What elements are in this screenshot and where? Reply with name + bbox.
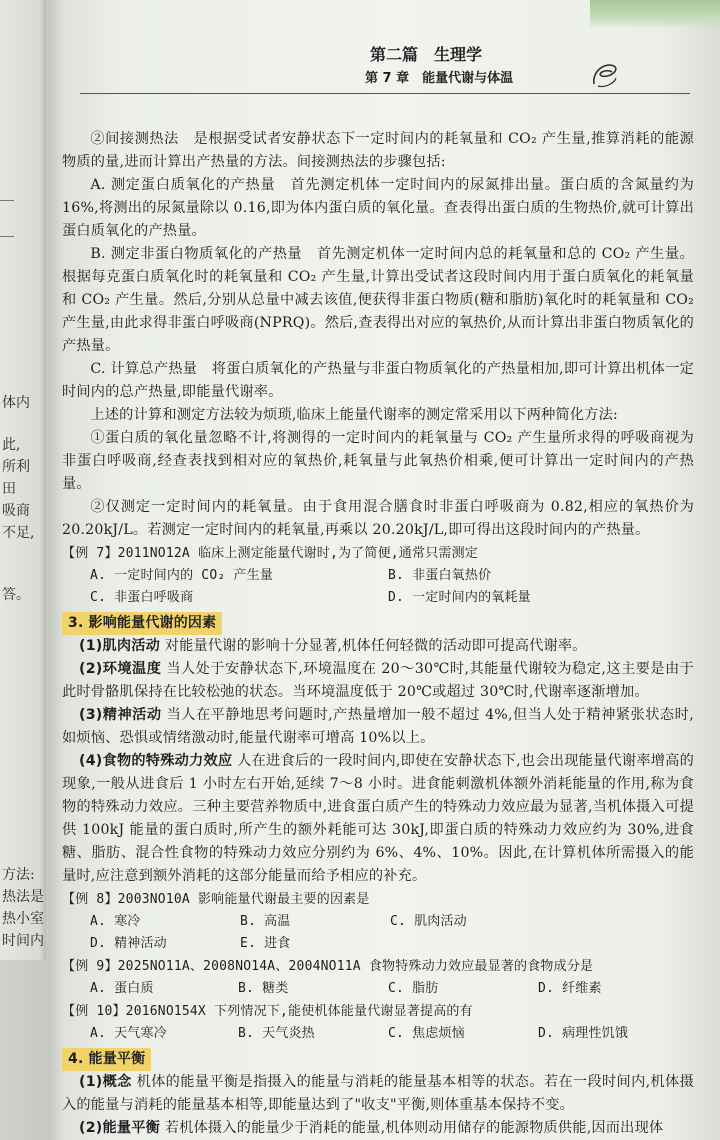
option: A. 寒冷 [90, 914, 141, 929]
part-title: 第二篇 生理学 [370, 45, 483, 64]
chapter-title: 第 7 章 能量代谢与体温 [365, 71, 514, 86]
option: C. 肌肉活动 [390, 914, 467, 929]
option: E. 进食 [240, 936, 291, 951]
option: A. 蛋白质 [90, 981, 154, 996]
left-page-fragment: 吸商 [2, 503, 30, 519]
factor-title: (1)肌肉活动 [79, 638, 161, 654]
paragraph: C. 计算总产热量 将蛋白质氧化的产热量与非蛋白物质氧化的产热量相加,即可计算出机体一定时间内的总产热量,即能量代谢率。 [62, 361, 694, 400]
subsection-text: 机体的能量平衡是指摄入的能量与消耗的能量基本相等的状态。若在一段时间内,机体摄入的能量与消耗的能量基本相等,即能量达到了"收支"平衡,则体重基本保持不变。 [62, 1074, 694, 1113]
left-page-fragment: 田 [2, 481, 16, 497]
section-heading: 4. 能量平衡 [62, 1048, 151, 1071]
example-label: 【例 8】2003NO10A [62, 892, 190, 907]
left-page-edge [0, 0, 46, 960]
factor-title: (3)精神活动 [79, 707, 162, 723]
factor-title: (4)食物的特殊动力效应 [79, 753, 233, 769]
background-plant [590, 0, 720, 28]
option: D. 精神活动 [90, 936, 167, 951]
paragraph: ①蛋白质的氧化量忽略不计,将测得的一定时间内的耗氧量与 CO₂ 产生量所求得的呼吸商视为非蛋白呼吸商,经查表找到相对应的氧热价,耗氧量与此氧热价相乘,便可计算出一定时间内的产热量。 [62, 430, 694, 492]
section-heading: 3. 影响能量代谢的因素 [62, 612, 222, 635]
option: B. 高温 [240, 914, 291, 929]
example-stem: 影响能量代谢最主要的因素是 [197, 892, 370, 907]
subsection-title: (2)能量平衡 [79, 1120, 161, 1136]
example-label: 【例 7】2011NO12A [62, 546, 190, 561]
left-page-fragment: 热小室 [2, 911, 44, 927]
paragraph: B. 测定非蛋白物质氧化的产热量 首先测定机体一定时间内总的耗氧量和总的 CO₂ 产生量。根据每克蛋白质氧化时的耗氧量和 CO₂ 产生量,计算出受试者这段时间内用于蛋白质氧化的耗氧量和 CO₂ 产生量。然后,分别从总量中减去该值,便获得非蛋白物质(糖和脂肪)氧化时的耗氧量和 CO₂ 产生量,由此求得非蛋白呼吸商(NPRQ)。然后,查表得出对应的氧热价,从而计算出非蛋白物质氧化的产热量。 [62, 246, 694, 354]
example-stem: 下列情况下,能使机体能量代谢显著提高的有 [213, 1004, 473, 1019]
factor-text: 当人在平静地思考问题时,产热量增加一般不超过 4%,但当人处于精神紧张状态时,如烦恼、恐惧或情绪激动时,能量代谢率可增高 10%以上。 [62, 707, 694, 746]
publisher-logo-icon [588, 58, 622, 92]
factor-text: 对能量代谢的影响十分显著,机体任何轻微的活动即可提高代谢率。 [164, 638, 587, 654]
option: B. 天气炎热 [238, 1026, 315, 1041]
paragraph: ②间接测热法 是根据受试者安静状态下一定时间内的耗氧量和 CO₂ 产生量,推算消耗的能源物质的量,进而计算出产热量的方法。间接测热法的步骤包括: [62, 131, 694, 170]
page-content [62, 128, 694, 1140]
option: C. 非蛋白呼吸商 [90, 590, 194, 605]
example-options [62, 565, 694, 609]
example-options [62, 978, 694, 1000]
factor-title: (2)环境温度 [79, 661, 162, 677]
paragraph [62, 704, 694, 750]
paragraph [62, 1117, 694, 1140]
paragraph: ②仅测定一定时间内的耗氧量。由于食用混合膳食时非蛋白呼吸商为 0.82,相应的氧热价为 20.20kJ/L。若测定一定时间内的耗氧量,再乘以 20.20kJ/L,即可得出这段时间内的产热量。 [62, 499, 694, 538]
left-page-fragment: 方法: [2, 867, 35, 883]
example-options [62, 1023, 694, 1045]
example-8 [62, 888, 694, 955]
option: A. 一定时间内的 CO₂ 产生量 [90, 568, 274, 583]
option: B. 糖类 [238, 981, 289, 996]
paragraph: 上述的计算和测定方法较为烦琐,临床上能量代谢率的测定常采用以下两种简化方法: [90, 407, 619, 423]
subsection-title: (1)概念 [79, 1074, 132, 1090]
example-stem: 临床上测定能量代谢时,为了简便,通常只需测定 [197, 546, 478, 561]
option: A. 天气寒冷 [90, 1026, 167, 1041]
paragraph [62, 750, 694, 888]
left-page-fragment: 时间内 [2, 933, 44, 949]
left-page-fragment: 答。 [2, 587, 30, 603]
example-9 [62, 955, 694, 1000]
example-7 [62, 542, 694, 609]
paragraph [62, 635, 694, 658]
paragraph [62, 1071, 694, 1117]
option: C. 脂肪 [388, 981, 439, 996]
left-page-fragment: 体内 [2, 395, 30, 411]
option: C. 焦虑烦恼 [388, 1026, 465, 1041]
left-page-fragment: 所利 [2, 459, 30, 475]
factor-text: 当人处于安静状态下,环境温度在 20～30℃时,其能量代谢较为稳定,这主要是由于此时骨骼肌保持在比较松弛的状态。当环境温度低于 20℃或超过 30℃时,代谢率逐渐增加。 [62, 661, 694, 700]
header-divider [80, 93, 690, 94]
left-page-fragment: 热法是 [2, 889, 44, 905]
left-page-fragment: 不足, [2, 525, 35, 541]
example-stem: 食物特殊动力效应最显著的食物成分是 [368, 959, 594, 974]
example-10 [62, 1000, 694, 1045]
paragraph: A. 测定蛋白质氧化的产热量 首先测定机体一定时间内的尿氮排出量。蛋白质的含氮量约为 16%,将测出的尿氮量除以 0.16,即为体内蛋白质的氧化量。查表得出蛋白质的生物热价,就可计算出蛋白质氧化的产热量。 [62, 177, 694, 239]
example-options [62, 911, 694, 955]
page-header [315, 42, 575, 86]
left-page-fragment: 此, [2, 437, 21, 453]
option: D. 一定时间内的氧耗量 [388, 590, 531, 605]
option: D. 病理性饥饿 [538, 1026, 629, 1041]
left-page-line [0, 200, 14, 201]
example-label: 【例 9】2025NO11A、2008NO14A、2004NO11A [62, 959, 361, 974]
left-page-line [0, 236, 14, 237]
option: D. 纤维素 [538, 981, 602, 996]
example-label: 【例 10】2016NO154X [62, 1004, 206, 1019]
paragraph [62, 658, 694, 704]
option: B. 非蛋白氧热价 [388, 568, 492, 583]
factor-text: 人在进食后的一段时间内,即使在安静状态下,也会出现能量代谢率增高的现象,一般从进食后 1 小时左右开始,延续 7～8 小时。进食能刺激机体额外消耗能量的作用,称为食物的特殊动力效应。三种主要营养物质中,进食蛋白质产生的特殊动力效应最为显著,当机体摄入可提供 100kJ 能量的蛋白质时,所产生的额外耗能可达 30kJ,即蛋白质的特殊动力效应约为 30%,进食糖、脂肪、混合性食物的特殊动力效应分别约为 6%、4%、10%。因此,在计算机体所需摄入的能量时,应注意到额外消耗的这部分能量而给予相应的补充。 [62, 753, 695, 884]
subsection-text: 若机体摄入的能量少于消耗的能量,机体则动用储存的能源物质供能,因而出现体 [164, 1120, 664, 1136]
